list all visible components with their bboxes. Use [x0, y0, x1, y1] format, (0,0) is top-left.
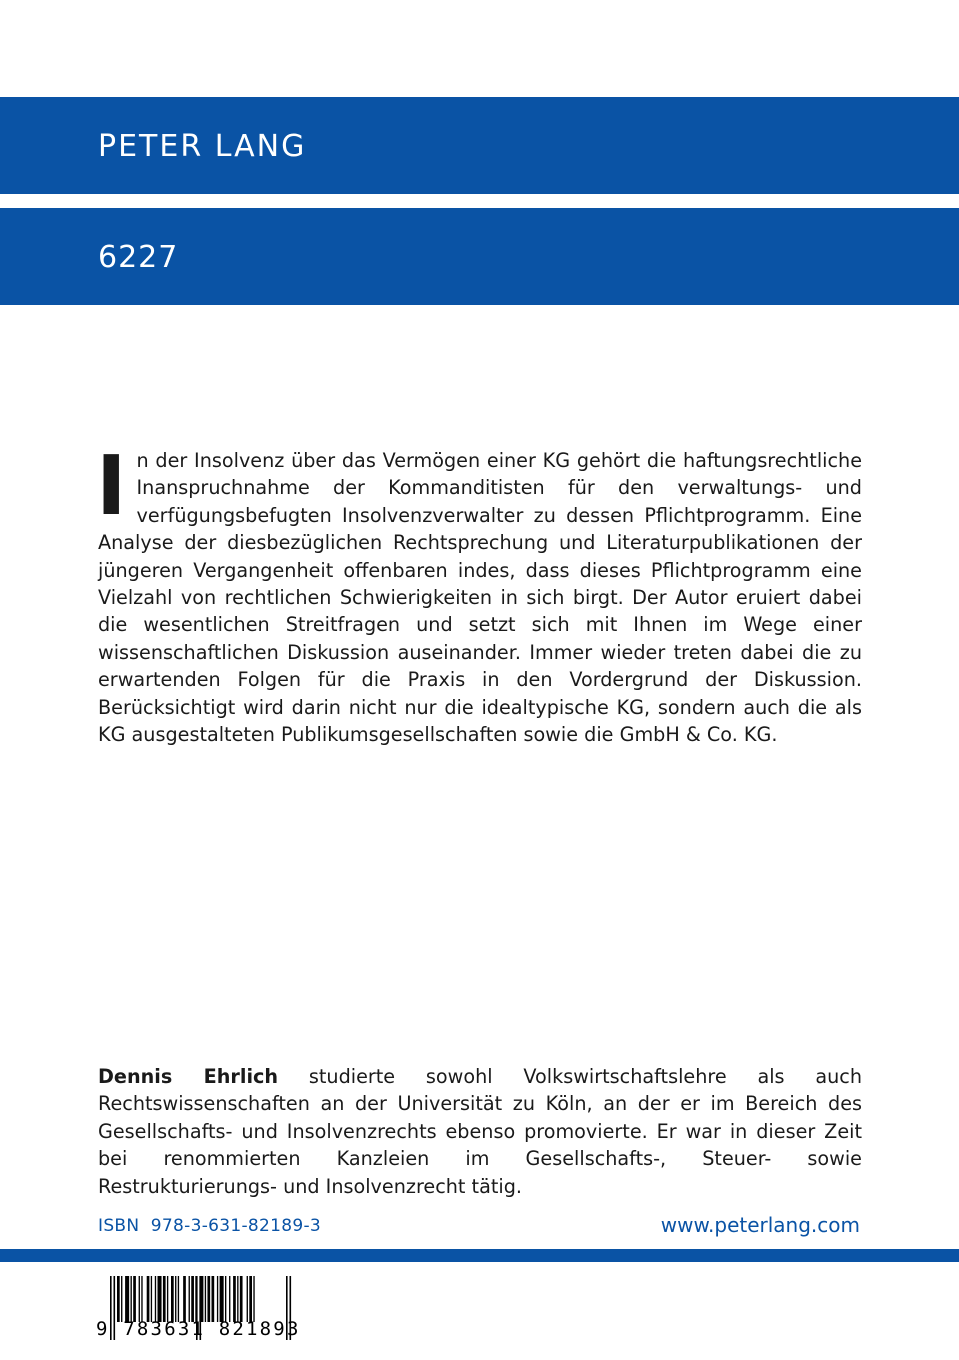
barcode-bar	[158, 1276, 162, 1322]
isbn-label: ISBN 978-3-631-82189-3	[98, 1216, 322, 1236]
blurb-text: n der Insolvenz über das Vermögen einer KG gehört die haftungsrechtliche Inanspruchnahme der Kommanditisten für den verwaltungs- und verfügungsbefugten Insolvenzverwalter zu dessen Pflichtprogramm. Eine Analyse der diesbezüglichen Rechtsprechung und Literaturpublikationen der jüngeren Vergangenheit offenbaren indes, dass dieses Pflichtprogramm eine Vielzahl von rechtlichen Schwierigkeiten in sich birgt. Der Autor eruiert dabei die wesentlichen Streitfragen und setzt sich mit Ihnen im Wege einer wissenschaftlichen Diskussion auseinander. Immer wieder treten dabei die zu erwartenden Folgen für die Praxis in den Vordergrund der Diskussion. Berücksichtigt wird darin nicht nur die idealtypische KG, sondern auch die als KG ausgestalteten Publikumsgesellschaften sowie die GmbH & Co. KG.	[98, 449, 862, 747]
barcode-bar	[171, 1276, 174, 1322]
dropcap-letter: I	[96, 439, 127, 534]
barcode-bar	[205, 1276, 206, 1322]
barcode-bar	[240, 1276, 243, 1322]
publisher-website-link[interactable]: www.peterlang.com	[660, 1213, 860, 1237]
barcode-bar	[141, 1276, 142, 1322]
barcode-number: 9 783631 821893	[96, 1318, 301, 1340]
barcode-bar	[207, 1276, 210, 1322]
barcode-bar	[139, 1276, 140, 1322]
barcode-bar	[237, 1276, 238, 1322]
author-name: Dennis Ehrlich	[98, 1065, 279, 1088]
barcode-bar	[175, 1276, 176, 1322]
barcode-bar	[253, 1276, 254, 1322]
barcode-bar	[183, 1276, 186, 1322]
barcode-bar	[121, 1276, 122, 1322]
publisher-name: PETER LANG	[98, 129, 307, 164]
barcode-bar	[249, 1276, 252, 1322]
barcode-bar	[147, 1276, 150, 1322]
barcode-bar	[217, 1276, 218, 1322]
footer-rule	[0, 1249, 959, 1262]
barcode-bar	[178, 1276, 179, 1322]
author-bio	[98, 1063, 862, 1200]
barcode-bar	[225, 1276, 226, 1322]
barcode-bar	[151, 1276, 152, 1322]
barcode-bar	[163, 1276, 166, 1322]
barcode-bar	[191, 1276, 194, 1322]
publisher-band	[0, 97, 959, 194]
barcode-bar	[247, 1276, 248, 1322]
series-band	[0, 208, 959, 305]
barcode-bar	[189, 1276, 190, 1322]
barcode-bar	[155, 1276, 156, 1322]
book-blurb	[96, 439, 862, 748]
author-bio-text: studierte sowohl Volkswirtschaftslehre als auch Rechtswissenschaften an der Universität zu Köln, an der er im Bereich des Gesellschafts- und Insolvenzrechts ebenso promovierte. Er war in dieser Zeit bei renommierten Kanzleien im Gesellschafts-, Steuer- sowie Restrukturierungs- und Insolvenzrecht tätig.	[98, 1065, 862, 1198]
barcode-bar	[167, 1276, 168, 1322]
barcode-bar	[131, 1276, 132, 1322]
barcode-bar	[125, 1276, 129, 1322]
series-number: 6227	[98, 240, 179, 275]
barcode-bar	[220, 1276, 224, 1322]
barcode-bar	[229, 1276, 230, 1322]
barcode-bar	[233, 1276, 236, 1322]
barcode-bar	[212, 1276, 215, 1322]
barcode-bar	[117, 1276, 120, 1322]
barcode-bar	[133, 1276, 136, 1322]
